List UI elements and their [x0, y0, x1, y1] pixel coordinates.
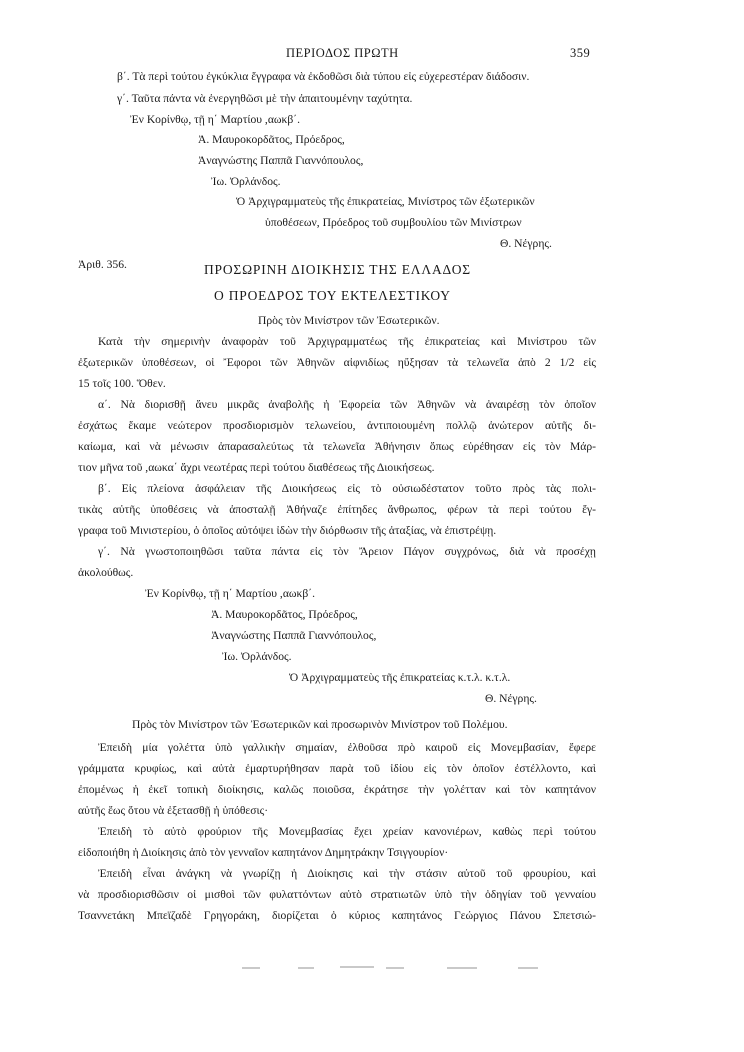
paragraph-1-line: γράμματα κρυφίως, καὶ αὐτὰ ἐμαρτυρήθησαν παρὰ τοῦ ἰδίου εἰς τὸν ὁποῖον ἐστέλλοντο, καὶ	[78, 762, 596, 775]
signature-negris: Θ. Νέγρης.	[500, 237, 552, 250]
paragraph-2-line: εἰδοποιήθη ἡ Διοίκησις ἀπὸ τὸν γενναῖον καπητάνον Δημητράκην Τσιγγουρίον·	[78, 846, 449, 859]
signature-giannopoulos: Ἀναγνώστης Παππᾶ Γιαννόπουλος,	[198, 154, 364, 167]
signature-negris-title-2: ὑποθέσεων, Πρόεδρος τοῦ συμβουλίου τῶν Μινίστρων	[265, 216, 522, 229]
paragraph-1-line: Ἐπειδὴ μία γολέττα ὑπὸ γαλλικὴν σημαίαν, ἐλθοῦσα πρὸ καιροῦ εἰς Μονεμβασίαν, ἔφερε	[98, 741, 596, 754]
paragraph-1-line: ἐπομένως ἡ ἐκεῖ τοπικὴ διοίκησις, καλῶς ποιοῦσα, ἐκράτησε τὴν γολέτταν καὶ τὸν καπητάνον	[78, 783, 596, 796]
paragraph-3-line: Ἐπειδὴ εἶναι ἀνάγκη νὰ γνωρίζῃ ἡ Διοίκησις καὶ τὴν στάσιν αὐτοῦ τοῦ φρουρίου, καὶ	[98, 867, 596, 880]
paragraph-b-line: β΄. Εἰς πλείονα ἀσφάλειαν τῆς Διοικήσεως εἰς τὸ οὐσιωδέστατον τοῦτο πρὸς τὰς πολι-	[98, 482, 596, 495]
paragraph-intro-line: Κατὰ τὴν σημερινὴν ἀναφορὰν τοῦ Ἀρχιγραμματέως τῆς ἐπικρατείας καὶ Μινίστρου τῶν	[98, 335, 596, 348]
running-title: ΠΕΡΙΟΔΟΣ ΠΡΩΤΗ	[286, 46, 399, 60]
scan-artifact	[242, 967, 260, 969]
scan-artifact	[340, 966, 374, 968]
paragraph-1-line: αὐτῆς ἕως ὅτου νὰ ἐξετασθῇ ἡ ὑπόθεσις·	[78, 804, 269, 817]
addressee: Πρὸς τὸν Μινίστρον τῶν Ἐσωτερικῶν καὶ προσωρινὸν Μινίστρον τοῦ Πολέμου.	[132, 718, 508, 731]
paragraph-3-line: νὰ προσδιορισθῶσιν οἱ μισθοὶ τῶν φυλαττόντων αὐτὸ στρατιωτῶν ὑπὸ τὴν ὁδηγίαν τοῦ γενναίου	[78, 888, 596, 901]
paragraph-a-line: ἐσχάτως ἔκαμε νεώτερον προσδιορισμὸν τελωνείου, ἀντιποιουμένη πολλῷ ἀνώτερον αὐτῆς δι-	[78, 419, 596, 432]
signature-negris-title-1: Ὁ Ἀρχιγραμματεὺς τῆς ἐπικρατείας, Μινίστρος τῶν ἐξωτερικῶν	[236, 195, 535, 208]
item-b: β΄. Τὰ περὶ τούτου ἐγκύκλια ἔγγραφα νὰ ἐκδοθῶσι διὰ τύπου εἰς εὐχερεστέραν διάδοσιν.	[117, 70, 530, 83]
signature-mavrokordatos: Ἀ. Μαυροκορδᾶτος, Πρόεδρος,	[211, 608, 358, 621]
signature-mavrokordatos: Ἀ. Μαυροκορδᾶτος, Πρόεδρος,	[198, 133, 345, 146]
paragraph-3-line: Τσαννετάκη Μπεϊζαδὲ Γρηγοράκη, διορίζεται ὁ κύριος καπητάνος Γεώργιος Πάνου Σπετσιώ-	[78, 909, 596, 922]
scan-artifact	[386, 967, 404, 969]
paragraph-b-line: γραφα τοῦ Μινιστερίου, ὁ ὁποῖος αὐτόψει ἰδὼν τὴν διόρθωσιν τῆς ἀταξίας, νὰ ἐπιστρέψῃ.	[78, 524, 497, 537]
paragraph-intro-line: 15 τοῖς 100. Ὅθεν.	[78, 377, 166, 390]
scan-artifact	[518, 967, 538, 969]
item-g: γ΄. Ταῦτα πάντα νὰ ἐνεργηθῶσι μὲ τὴν ἀπαιτουμένην ταχύτητα.	[117, 92, 413, 105]
document-number: Ἀριθ. 356.	[78, 258, 127, 271]
paragraph-a-line: τιον μῆνα τοῦ ,αωκα΄ ἄχρι νεωτέρας περὶ τούτου διαθέσεως τῆς Διοικήσεως.	[78, 461, 435, 474]
signature-negris-title: Ὁ Ἀρχιγραμματεὺς τῆς ἐπικρατείας κ.τ.λ. κ.τ.λ.	[289, 671, 511, 684]
scan-artifact	[298, 967, 314, 969]
document-title-2: Ο ΠΡΟΕΔΡΟΣ ΤΟΥ ΕΚΤΕΛΕΣΤΙΚΟΥ	[214, 288, 451, 303]
signature-orlandos: Ἰω. Ὀρλάνδος.	[222, 650, 292, 663]
paragraph-g-line: ἀκολούθως.	[78, 566, 134, 579]
scan-artifact	[447, 967, 477, 969]
paragraph-b-line: τικὰς αὐτῆς ὑποθέσεις νὰ ἀποσταλῇ Ἀθήναζε ἐπίτηδες ἄνθρωπος, φέρων τὰ περὶ τούτου ἔγ-	[78, 503, 596, 516]
paragraph-a-line: α΄. Νὰ διορισθῇ ἄνευ μικρᾶς ἀναβολῆς ἡ Ἐφορεία τῶν Ἀθηνῶν νὰ ἀναιρέσῃ τὸν ὁποῖον	[98, 398, 596, 411]
paragraph-a-line: καίωμα, καὶ νὰ μένωσιν ἀπαρασαλεύτως τὰ τελωνεῖα Ἀθήνησιν ὅπως εὑρέθησαν εἰς τὸν Μάρ-	[78, 440, 596, 453]
paragraph-2-line: Ἐπειδὴ τὸ αὐτὸ φρούριον τῆς Μονεμβασίας ἔχει χρείαν κανονιέρων, καθὼς περὶ τούτου	[98, 825, 596, 838]
paragraph-g-line: γ΄. Νὰ γνωστοποιηθῶσι ταῦτα πάντα εἰς τὸν Ἄρειον Πάγον συγχρόνως, διὰ νὰ προσέχῃ	[98, 545, 596, 558]
place-date: Ἐν Κορίνθῳ, τῇ η΄ Μαρτίου ,αωκβ΄.	[130, 113, 301, 126]
signature-giannopoulos: Ἀναγνώστης Παππᾶ Γιαννόπουλος,	[211, 629, 377, 642]
addressee: Πρὸς τὸν Μινίστρον τῶν Ἐσωτερικῶν.	[258, 314, 440, 327]
signature-negris: Θ. Νέγρης.	[485, 692, 537, 705]
place-date: Ἐν Κορίνθῳ, τῇ η΄ Μαρτίου ,αωκβ΄.	[145, 587, 316, 600]
document-title-1: ΠΡΟΣΩΡΙΝΗ ΔΙΟΙΚΗΣΙΣ ΤΗΣ ΕΛΛΑΔΟΣ	[204, 262, 471, 277]
signature-orlandos: Ἰω. Ὀρλάνδος.	[211, 175, 281, 188]
page-number: 359	[570, 46, 591, 60]
paragraph-intro-line: ἐξωτερικῶν ὑποθέσεων, οἱ Ἔφοροι τῶν Ἀθηνῶν αἰφνιδίως ηὔξησαν τὰ τελωνεῖα ἀπὸ 2 1/2 εἰς	[78, 356, 596, 369]
